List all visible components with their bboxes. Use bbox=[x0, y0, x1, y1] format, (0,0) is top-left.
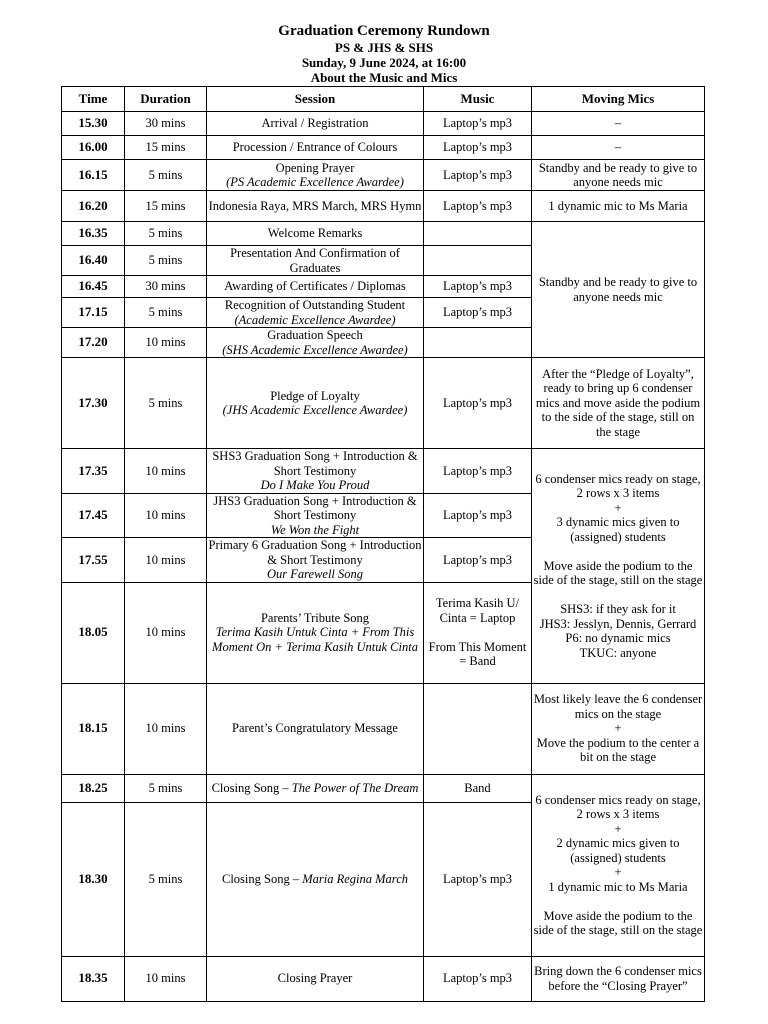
duration-cell: 10 mins bbox=[125, 582, 207, 683]
session-title: Closing Song – bbox=[211, 780, 292, 795]
moving-mics-cell: – bbox=[532, 112, 705, 136]
moving-mics-cell: 6 condenser mics ready on stage, 2 rows x 3 items + 2 dynamic mics given to (assigned) students + 1 dynamic mic to Ms Maria Move aside the podium to the side of the stage, still on the stage bbox=[532, 774, 705, 956]
time-cell: 18.15 bbox=[62, 683, 125, 774]
session-title: Graduation Speech bbox=[267, 328, 363, 342]
time-cell: 18.25 bbox=[62, 774, 125, 802]
time-cell: 17.45 bbox=[62, 493, 125, 538]
moving-mics-cell: After the “Pledge of Loyalty”, ready to bring up 6 condenser mics and move aside the podium to the side of the stage, still on the stage bbox=[532, 358, 705, 449]
duration-cell: 10 mins bbox=[125, 538, 207, 583]
duration-cell: 10 mins bbox=[125, 328, 207, 358]
music-cell: Laptop’s mp3 bbox=[424, 358, 532, 449]
time-cell: 16.20 bbox=[62, 191, 125, 222]
duration-cell: 30 mins bbox=[125, 112, 207, 136]
document-header bbox=[0, 22, 768, 85]
column-header-music: Music bbox=[424, 87, 532, 112]
session-title: Parents’ Tribute Song bbox=[260, 610, 370, 625]
music-cell: Laptop’s mp3 bbox=[424, 538, 532, 583]
time-cell: 17.30 bbox=[62, 358, 125, 449]
column-header-moving-mics: Moving Mics bbox=[532, 87, 705, 112]
column-header-session: Session bbox=[207, 87, 424, 112]
table-row bbox=[62, 160, 705, 191]
moving-mics-cell: Bring down the 6 condenser mics before the “Closing Prayer” bbox=[532, 956, 705, 1001]
table-row bbox=[62, 449, 705, 494]
music-cell: Laptop’s mp3 bbox=[424, 112, 532, 136]
music-cell: Band bbox=[424, 774, 532, 802]
music-cell: Laptop’s mp3 bbox=[424, 191, 532, 222]
time-cell: 16.40 bbox=[62, 246, 125, 276]
session-cell bbox=[207, 774, 424, 802]
session-title: Opening Prayer bbox=[275, 160, 355, 175]
table-row bbox=[62, 191, 705, 222]
duration-cell: 5 mins bbox=[125, 246, 207, 276]
music-cell bbox=[424, 328, 532, 358]
song-title: Maria Regina March bbox=[302, 871, 408, 886]
session-title: Closing Song – bbox=[221, 871, 303, 886]
table-header-row bbox=[62, 87, 705, 112]
session-cell: Welcome Remarks bbox=[207, 222, 424, 246]
document-about: About the Music and Mics bbox=[310, 70, 458, 85]
time-cell: 16.00 bbox=[62, 136, 125, 160]
music-cell: Laptop’s mp3 bbox=[424, 160, 532, 191]
event-date: Sunday, 9 June 2024, at 16:00 bbox=[301, 55, 467, 70]
music-cell: Laptop’s mp3 bbox=[424, 449, 532, 494]
session-title: JHS3 Graduation Song + Introduction & Short Testimony bbox=[213, 493, 417, 522]
time-cell: 16.35 bbox=[62, 222, 125, 246]
music-cell bbox=[424, 222, 532, 246]
session-awardee: (Academic Excellence Awardee) bbox=[234, 312, 396, 327]
duration-cell: 10 mins bbox=[125, 493, 207, 538]
rundown-table bbox=[61, 86, 705, 1002]
session-awardee: (SHS Academic Excellence Awardee) bbox=[222, 342, 408, 357]
time-cell: 17.55 bbox=[62, 538, 125, 583]
duration-cell: 15 mins bbox=[125, 191, 207, 222]
session-cell: Procession / Entrance of Colours bbox=[207, 136, 424, 160]
time-cell: 16.15 bbox=[62, 160, 125, 191]
duration-cell: 10 mins bbox=[125, 956, 207, 1001]
document-title: Graduation Ceremony Rundown bbox=[278, 23, 490, 39]
session-cell bbox=[207, 358, 424, 449]
duration-cell: 30 mins bbox=[125, 276, 207, 298]
music-cell: Laptop’s mp3 bbox=[424, 956, 532, 1001]
music-cell bbox=[424, 683, 532, 774]
session-cell bbox=[207, 298, 424, 328]
session-cell: Indonesia Raya, MRS March, MRS Hymn bbox=[207, 191, 424, 222]
session-cell: Arrival / Registration bbox=[207, 112, 424, 136]
session-cell bbox=[207, 493, 424, 538]
duration-cell: 5 mins bbox=[125, 160, 207, 191]
session-cell: Parent’s Congratulatory Message bbox=[207, 683, 424, 774]
session-cell: Closing Prayer bbox=[207, 956, 424, 1001]
music-cell: Laptop’s mp3 bbox=[424, 802, 532, 956]
document-subtitle: PS & JHS & SHS bbox=[334, 40, 434, 55]
time-cell: 18.30 bbox=[62, 802, 125, 956]
song-title: The Power of The Dream bbox=[291, 780, 419, 795]
column-header-duration: Duration bbox=[125, 87, 207, 112]
table-row bbox=[62, 358, 705, 449]
column-header-time: Time bbox=[62, 87, 125, 112]
moving-mics-cell: Most likely leave the 6 condenser mics on the stage + Move the podium to the center a bit on the stage bbox=[532, 683, 705, 774]
table-row bbox=[62, 222, 705, 246]
moving-mics-cell: Standby and be ready to give to anyone needs mic bbox=[532, 160, 705, 191]
time-cell: 17.15 bbox=[62, 298, 125, 328]
table-row bbox=[62, 956, 705, 1001]
time-cell: 18.35 bbox=[62, 956, 125, 1001]
table-row bbox=[62, 774, 705, 802]
moving-mics-cell: 1 dynamic mic to Ms Maria bbox=[532, 191, 705, 222]
time-cell: 16.45 bbox=[62, 276, 125, 298]
music-cell: Terima Kasih U/ Cinta = Laptop From This Moment = Band bbox=[424, 582, 532, 683]
duration-cell: 5 mins bbox=[125, 358, 207, 449]
session-cell bbox=[207, 328, 424, 358]
moving-mics-cell: 6 condenser mics ready on stage, 2 rows x 3 items + 3 dynamic mics given to (assigned) students Move aside the podium to the side of the stage, still on the stage SHS3: if they ask for it JHS3: Jesslyn, Dennis, Gerrard P6: no dynamic mics TKUC: anyone bbox=[532, 449, 705, 684]
session-title: Pledge of Loyalty bbox=[270, 388, 360, 403]
session-cell bbox=[207, 538, 424, 583]
music-cell: Laptop’s mp3 bbox=[424, 136, 532, 160]
duration-cell: 10 mins bbox=[125, 449, 207, 494]
song-title: Our Farewell Song bbox=[266, 567, 364, 581]
time-cell: 15.30 bbox=[62, 112, 125, 136]
music-cell: Laptop’s mp3 bbox=[424, 276, 532, 298]
session-cell bbox=[207, 160, 424, 191]
time-cell: 18.05 bbox=[62, 582, 125, 683]
table-row bbox=[62, 112, 705, 136]
duration-cell: 15 mins bbox=[125, 136, 207, 160]
session-cell bbox=[207, 582, 424, 683]
music-cell: Laptop’s mp3 bbox=[424, 493, 532, 538]
time-cell: 17.20 bbox=[62, 328, 125, 358]
time-cell: 17.35 bbox=[62, 449, 125, 494]
session-cell: Awarding of Certificates / Diplomas bbox=[207, 276, 424, 298]
session-awardee: (PS Academic Excellence Awardee) bbox=[226, 175, 404, 189]
duration-cell: 5 mins bbox=[125, 298, 207, 328]
moving-mics-cell: Standby and be ready to give to anyone needs mic bbox=[532, 222, 705, 358]
session-cell bbox=[207, 449, 424, 494]
session-title: SHS3 Graduation Song + Introduction & Short Testimony bbox=[212, 449, 418, 478]
duration-cell: 5 mins bbox=[125, 222, 207, 246]
session-cell: Presentation And Confirmation of Graduates bbox=[207, 246, 424, 276]
music-cell: Laptop’s mp3 bbox=[424, 298, 532, 328]
song-title: We Won the Fight bbox=[270, 522, 360, 537]
session-title: Primary 6 Graduation Song + Introduction & Short Testimony bbox=[208, 538, 422, 567]
duration-cell: 5 mins bbox=[125, 802, 207, 956]
session-cell bbox=[207, 802, 424, 956]
session-awardee: (JHS Academic Excellence Awardee) bbox=[222, 403, 408, 417]
duration-cell: 10 mins bbox=[125, 683, 207, 774]
duration-cell: 5 mins bbox=[125, 774, 207, 802]
table-row bbox=[62, 136, 705, 160]
song-title: Do I Make You Proud bbox=[260, 478, 370, 492]
moving-mics-cell: – bbox=[532, 136, 705, 160]
music-cell bbox=[424, 246, 532, 276]
song-title: Terima Kasih Untuk Cinta + From This Moment On + Terima Kasih Untuk Cinta bbox=[212, 625, 418, 654]
table-row bbox=[62, 683, 705, 774]
session-title: Recognition of Outstanding Student bbox=[224, 298, 406, 312]
